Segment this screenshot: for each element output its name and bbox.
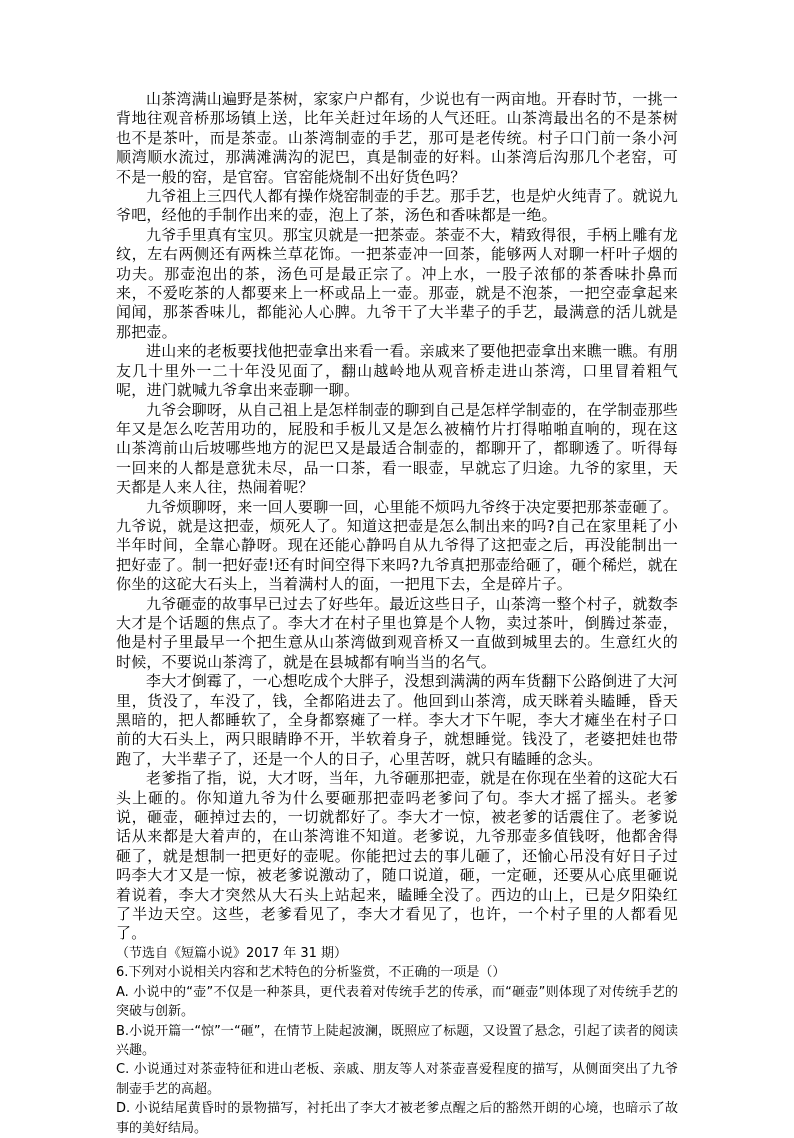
source-note: （节选自《短篇小说》2017 年 31 期） [116, 945, 348, 961]
document-page [116, 90, 678, 1138]
paragraph-5: 九爷会聊呀，从自己祖上是怎样制壶的聊到自己是怎样学制壶的，在学制壶那些年又是怎么吃苦用功的，屁股和手板儿又是怎么被楠竹片打得啪啪直响的，现在这山茶湾前山后坡哪些地方的泥巴又是最适合制壶的，都聊开了，都聊透了。听得每一回来的人都是意犹未尽，品一口茶，看一眼壶，早就忘了归途。九爷的家里，天天都是人来人往，热闹着呢？ [116, 400, 679, 497]
question-stem: 6.下列对小说相关内容和艺术特色的分析鉴赏，不正确的一项是（） [116, 965, 506, 981]
option-a: A. 小说中的“壶”不仅是一种茶具，更代表着对传统手艺的传承，而“砸壶”则体现了对传统手艺的突破与创新。 [116, 984, 678, 1020]
paragraph-4: 进山来的老板要找他把壶拿出来看一看。亲戚来了要他把壶拿出来瞧一瞧。有朋友几十里外一二十年没见面了，翻山越岭地从观音桥走进山茶湾，口里冒着粗气呢，进门就喊九爷拿出来壶聊一聊。 [116, 342, 679, 400]
paragraph-1: 山茶湾满山遍野是茶树，家家户户都有，少说也有一两亩地。开春时节，一挑一背地往观音桥那场镇上送，比年关赶过年场的人气还旺。山茶湾最出名的不是茶树也不是茶叶，而是茶壶。山茶湾制壶的手艺，那可是老传统。村子口门前一条小河顺湾顺水流过，那满滩满沟的泥巴，真是制壶的好料。山茶湾后沟那几个老窑，可不是一般的窑，是官窑。官窑能烧制不出好货色吗？ [116, 90, 679, 186]
paragraph-6: 九爷烦聊呀，来一回人要聊一回，心里能不烦吗九爷终于决定要把那茶壶砸了。九爷说，就是这把壶，烦死人了。知道这把壶是怎么制出来的吗?自己在家里耗了小半年时间，全靠心静呀。现在还能心静吗自从九爷得了这把壶之后，再没能制出一把好壶了。制一把好壶!还有时间空得下来吗?九爷真把那壶给砸了，砸个稀烂，就在你坐的这砣大石头上，当着满村人的面，一把甩下去，全是碎片子。 [116, 497, 679, 594]
paragraph-8: 李大才倒霉了，一心想吃成个大胖子，没想到满满的两车货翻下公路倒进了大河里，货没了，车没了，钱，全都陷进去了。他回到山茶湾，成天眯着头瞌睡，昏天黑暗的，把人都睡软了，全身都察瘫了一样。李大才下午呢，李大才瘫坐在村子口前的大石头上，两只眼睛睁不开，半软着身子，就想睡觉。钱没了，老婆把娃也带跑了，大半辈子了，还是一个人的日子，心里苦呀，就只有瞌睡的念头。 [116, 672, 679, 768]
paragraph-9: 老爹指了指，说，大才呀，当年，九爷砸那把壶，就是在你现在坐着的这砣大石头上砸的。你知道九爷为什么要砸那把壶吗老爹问了句。李大才摇了摇头。老爹说，砸壶，砸掉过去的，一切就都好了。李大才一惊，被老爹的话震住了。老爹说话从来都是大着声的，在山茶湾谁不知道。老爹说，九爷那壶多值钱呀，他都舍得砸了，就是想制一把更好的壶呢。你能把过去的事儿砸了，还愉心吊没有好日子过吗李大才又是一惊，被老爹说激动了，随口说道，砸，一定砸，还要从心底里砸说着说着，李大才突然从大石头上站起来，瞌睡全没了。西边的山上，已是夕阳染红了半边天空。这些，老爹看见了，李大才看见了，也许，一个村子里的人都看见了。 [116, 769, 679, 943]
paragraph-3: 九爷手里真有宝贝。那宝贝就是一把茶壶。茶壶不大，精致得很，手柄上雕有龙纹，左右两侧还有两株兰草花饰。一把茶壶冲一回茶，能够两人对聊一杆叶子烟的功夫。那壶泡出的茶，汤色可是最正宗了。冲上水，一股子浓郁的茶香味扑鼻而来，不爱吃茶的人都要来上一杯或品上一壶。那壶，就是不泡茶，一把空壶拿起来闻闻，那茶香味儿，都能沁人心脾。九爷干了大半辈子的手艺，最满意的活儿就是那把壶。 [116, 225, 679, 341]
paragraph-2: 九爷祖上三四代人都有操作烧窑制壶的手艺。那手艺，也是炉火纯青了。就说九爷吧，经他的手制作出来的壶，泡上了茶，汤色和香味都是一绝。 [116, 187, 679, 225]
option-c: C. 小说通过对茶壶特征和进山老板、亲戚、朋友等人对茶壶喜爱程度的描写，从侧面突出了九爷制壶手艺的高超。 [116, 1062, 678, 1097]
paragraph-7: 九爷砸壶的故事早已过去了好些年。最近这些日子，山茶湾一整个村子，就数李大才是个话题的焦点了。李大才在村子里也算是个人物，卖过茶叶，倒腾过茶壶，他是村子里最早一个把生意从山茶湾做到观音桥又一直做到城里去的。生意红火的时候，不要说山茶湾了，就是在县城都有响当当的名气。 [116, 594, 679, 671]
option-b: B.小说开篇一“惊”一“砸”，在情节上陡起波澜，既照应了标题，又设置了悬念，引起了读者的阅读兴趣。 [116, 1023, 678, 1058]
option-d: D. 小说结尾黄昏时的景物描写，衬托出了李大才被老爹点醒之后的豁然开朗的心境，也暗示了故事的美好结局。 [116, 1101, 678, 1136]
